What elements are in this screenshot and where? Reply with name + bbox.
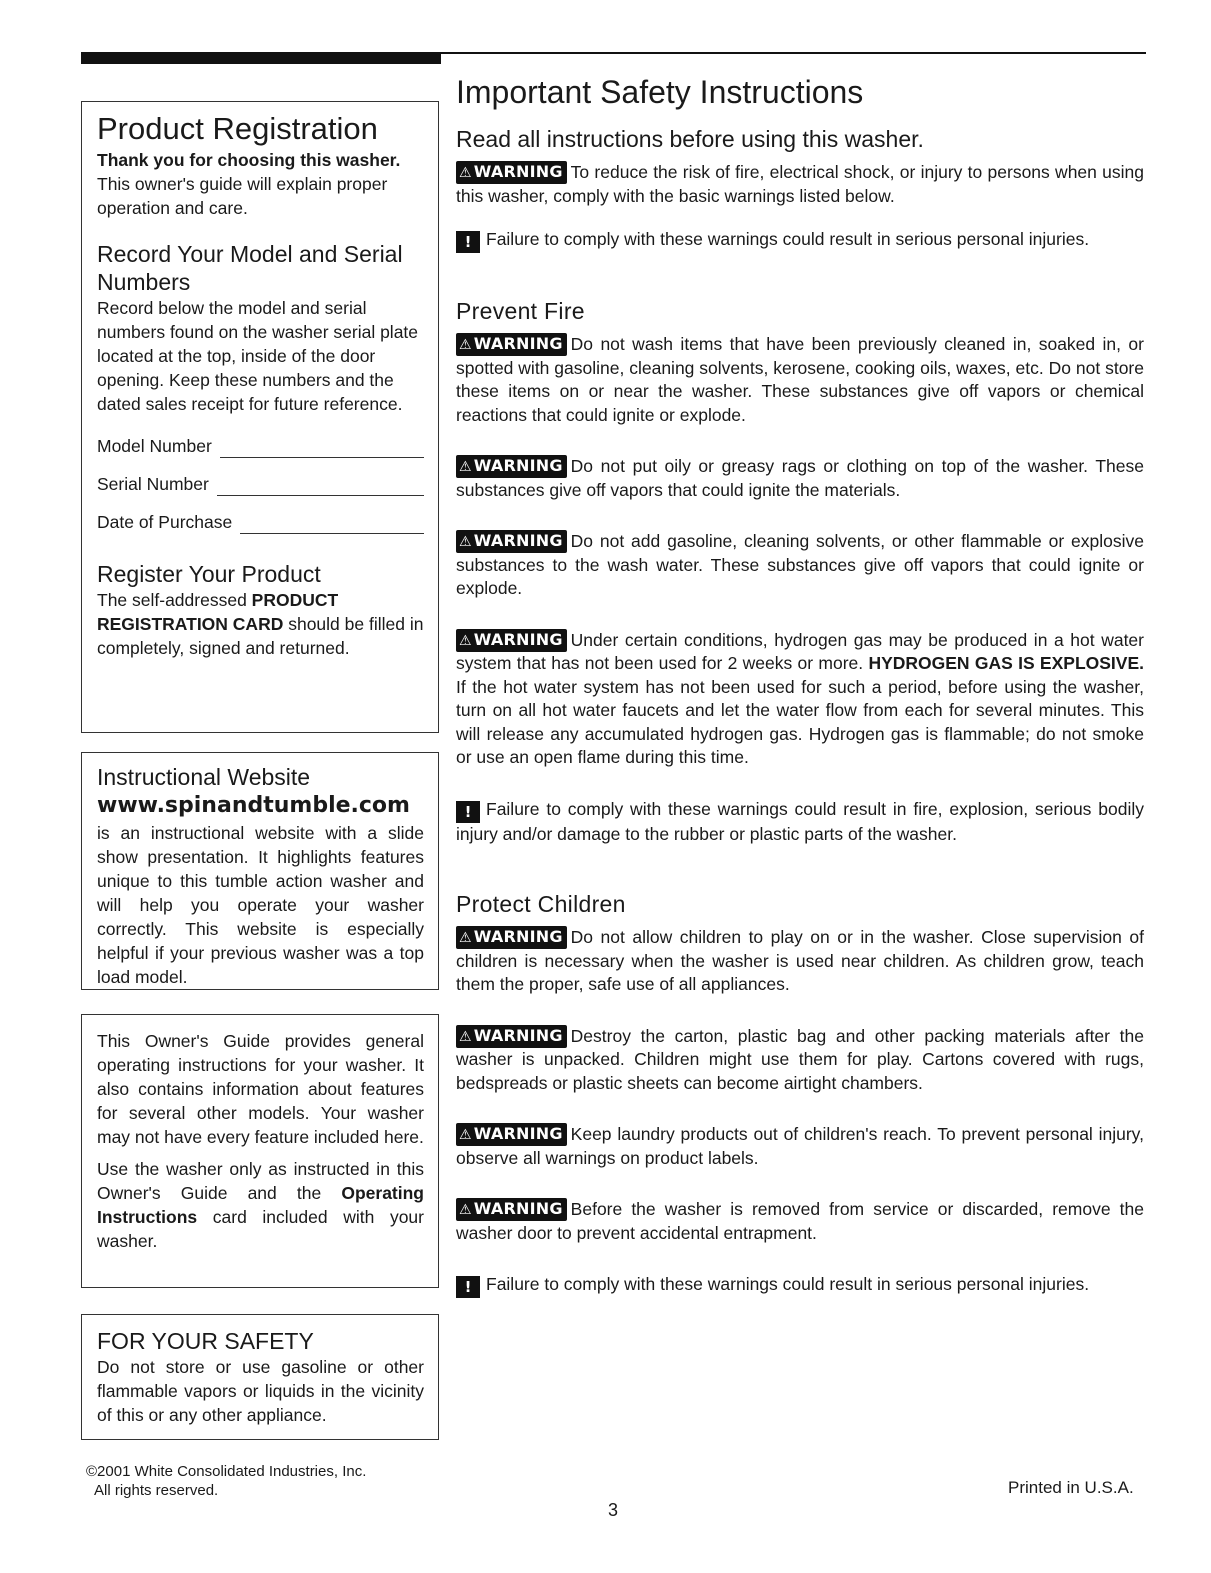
warning-badge: ⚠ WARNING bbox=[456, 1123, 567, 1146]
fire-warning-4: ⚠ WARNING Under certain conditions, hydrogen gas may be produced in a hot water system that has not been used for 2 weeks or more. HYDROGEN GAS IS EXPLOSIVE. If the hot water system has not been used for such a period, before using the washer, turn on all hot water faucets and let the water flow from each for several minutes. This will release any accumulated hydrogen gas. Hydrogen gas is flammable; do not smoke or use an open flame during this time. bbox=[456, 629, 1144, 767]
for-your-safety-box bbox=[81, 1314, 439, 1440]
safety-heading: FOR YOUR SAFETY bbox=[97, 1328, 314, 1354]
alert-triangle-icon: ! bbox=[456, 1276, 480, 1298]
header-rule-thin bbox=[441, 52, 1146, 54]
safety-instructions bbox=[456, 72, 1144, 1298]
registration-title: Product Registration bbox=[97, 111, 378, 146]
serial-number-field: Serial Number bbox=[97, 472, 424, 496]
warning-intro: ⚠ WARNING To reduce the risk of fire, electrical shock, or injury to persons when using this washer, comply with the basic warnings listed below. bbox=[456, 162, 1144, 206]
record-text: Record below the model and serial numbers found on the washer serial plate located at the top, inside of the door opening. Keep these numbers and the dated sales receipt for future reference. bbox=[97, 298, 419, 414]
warning-badge: ⚠ WARNING bbox=[456, 161, 567, 184]
warning-triangle-icon: ⚠ bbox=[459, 1202, 472, 1218]
child-warning-4: ⚠ WARNING Before the washer is removed from service or discarded, remove the washer door to prevent accidental entrapment. bbox=[456, 1199, 1144, 1243]
website-heading: Instructional Website bbox=[97, 764, 311, 790]
child-warning-2: ⚠ WARNING Destroy the carton, plastic bag and other packing materials after the washer is unpacked. Children might use them for play. Cartons covered with rugs, bedspreads or plastic sheets can become airtight chambers. bbox=[456, 1025, 1144, 1093]
website-url: www.spinandtumble.com bbox=[97, 793, 410, 818]
warning-triangle-icon: ⚠ bbox=[459, 337, 472, 353]
guide-text-2: Use the washer only as instructed in this Owner's Guide and the Operating Instructions card included with your washer. bbox=[97, 1159, 424, 1251]
website-text: is an instructional website with a slide show presentation. It highlights features unique to this tumble action washer and will help you operate your washer correctly. This website is especially helpful if your previous washer was a top load model. bbox=[97, 823, 424, 987]
instructional-website-box bbox=[81, 752, 439, 990]
copyright: ©2001 White Consolidated Industries, Inc. All rights reserved. bbox=[86, 1463, 367, 1499]
warning-badge: ⚠ WARNING bbox=[456, 926, 567, 949]
product-registration-box bbox=[81, 101, 439, 733]
fire-warning-1: ⚠ WARNING Do not wash items that have been previously cleaned in, soaked in, or spotted with gasoline, cleaning solvents, kerosene, cooking oils, waxes, etc. Do not store these items on or near the washer. These substances give off vapors or chemical reactions that could ignite or explode. bbox=[456, 334, 1144, 425]
fail-fire: ! Failure to comply with these warnings could result in fire, explosion, serious bodily injury and/or damage to the rubber or plastic parts of the washer. bbox=[456, 798, 1144, 844]
warning-triangle-icon: ⚠ bbox=[459, 632, 472, 649]
warning-triangle-icon: ⚠ bbox=[459, 1028, 472, 1045]
alert-triangle-icon: ! bbox=[456, 801, 480, 823]
fail-general: ! Failure to comply with these warnings could result in serious personal injuries. bbox=[456, 228, 1144, 253]
warning-triangle-icon: ⚠ bbox=[459, 534, 472, 550]
warning-badge: ⚠ WARNING bbox=[456, 333, 567, 356]
register-text: The self-addressed PRODUCT REGISTRATION CARD should be filled in completely, signed and returned. bbox=[97, 590, 424, 658]
page-number: 3 bbox=[608, 1500, 619, 1520]
warning-badge: ⚠ WARNING bbox=[456, 1025, 567, 1048]
printed-in: Printed in U.S.A. bbox=[1008, 1478, 1134, 1497]
child-warning-1: ⚠ WARNING Do not allow children to play on or in the washer. Close supervision of children is necessary when the washer is used near children. As children grow, teach them the proper, safe use of all appliances. bbox=[456, 927, 1144, 994]
registration-lead: Thank you for choosing this washer. This owner's guide will explain proper operation and care. bbox=[97, 150, 401, 218]
warning-triangle-icon: ⚠ bbox=[459, 165, 472, 181]
register-heading: Register Your Product bbox=[97, 561, 321, 587]
child-warning-3: ⚠ WARNING Keep laundry products out of children's reach. To prevent personal injury, observe all warnings on product labels. bbox=[456, 1124, 1144, 1168]
warning-badge: ⚠ WARNING bbox=[456, 530, 567, 553]
read-all-heading: Read all instructions before using this washer. bbox=[456, 126, 924, 152]
alert-triangle-icon: ! bbox=[456, 231, 480, 253]
owners-guide-box bbox=[81, 1014, 439, 1288]
warning-badge: ⚠ WARNING bbox=[456, 455, 567, 478]
warning-triangle-icon: ⚠ bbox=[459, 1127, 472, 1143]
guide-text-1: This Owner's Guide provides general operating instructions for your washer. It also contains information about features for several other models. Your washer may not have every feature included here. bbox=[97, 1031, 424, 1147]
header-rule-thick bbox=[81, 52, 441, 64]
warning-triangle-icon: ⚠ bbox=[459, 459, 472, 475]
record-heading: Record Your Model and Serial Numbers bbox=[97, 241, 403, 295]
fail-children: ! Failure to comply with these warnings could result in serious personal injuries. bbox=[456, 1273, 1144, 1298]
fire-warning-2: ⚠ WARNING Do not put oily or greasy rags or clothing on top of the washer. These substances give off vapors that could ignite the materials. bbox=[456, 456, 1144, 500]
model-number-field: Model Number bbox=[97, 434, 424, 458]
warning-badge: ⚠ WARNING bbox=[456, 629, 567, 652]
warning-badge: ⚠ WARNING bbox=[456, 1198, 567, 1221]
prevent-fire-heading: Prevent Fire bbox=[456, 298, 585, 324]
warning-triangle-icon: ⚠ bbox=[459, 930, 472, 946]
fire-warning-3: ⚠ WARNING Do not add gasoline, cleaning solvents, or other flammable or explosive substances to the wash water. These substances give off vapors that could ignite or explode. bbox=[456, 531, 1144, 598]
date-of-purchase-field: Date of Purchase bbox=[97, 510, 424, 534]
protect-children-heading: Protect Children bbox=[456, 891, 626, 917]
instructions-title: Important Safety Instructions bbox=[456, 74, 864, 110]
safety-text: Do not store or use gasoline or other flammable vapors or liquids in the vicinity of this or any other appliance. bbox=[97, 1357, 424, 1425]
